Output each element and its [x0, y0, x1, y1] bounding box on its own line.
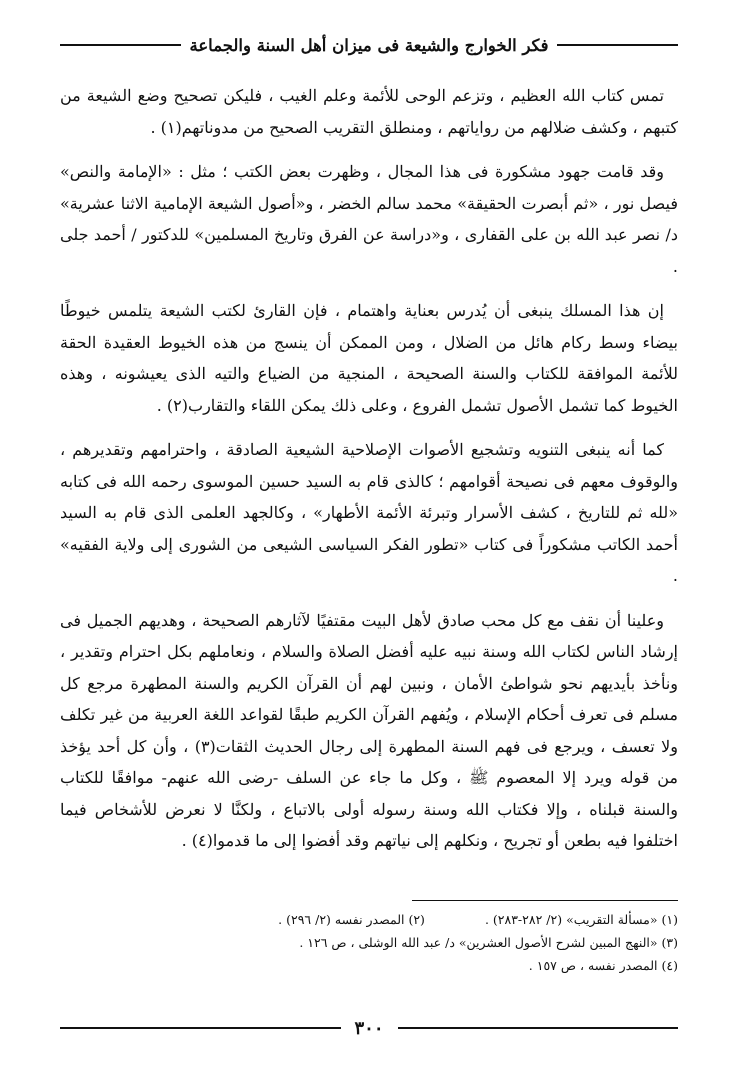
- footnote-1: (١) «مسألة التقريب» (٢/ ٢٨٢-٢٨٣) .: [484, 912, 678, 927]
- footnote-row: [60, 908, 678, 931]
- footnote-2: (٢) المصدر نفسه (٢/ ٢٩٦) .: [278, 912, 425, 927]
- running-header-title: فكر الخوارج والشيعة فى ميزان أهل السنة والجماعة: [189, 35, 549, 55]
- paragraph-5: وعلينا أن نقف مع كل محب صادق لأهل البيت مقتفيًا لآثارهم الصحيحة ، وهديهم الجميل فى إرشاد الناس لكتاب الله وسنة نبيه عليه أفضل الصلاة والسلام ، ونعاملهم بكل احترام وتقدير ، ونأخذ بأيديهم نحو شواطئ الأمان ، ونبين لهم أن القرآن الكريم والسنة المطهرة مرجع كل مسلم فى تعرف أحكام الإسلام ، ويُفهم القرآن الكريم طبقًا لقواعد اللغة العربية من غير تكلف ولا تعسف ، ويرجع فى فهم السنة المطهرة إلى رجال الحديث الثقات(٣) ، وأن كل أحد يؤخذ من قوله ويرد إلا المعصوم ﷺ ، وكل ما جاء عن السلف -رضى الله عنهم- موافقًا للكتاب والسنة قبلناه ، وإلا فكتاب الله وسنة رسوله أولى بالاتباع ، ولكنَّا لا نعرض للأشخاص فيما اختلفوا فيه بطعن أو تجريح ، ونكلهم إلى نياتهم وقد أفضوا إلى ما قدموا(٤) .: [60, 610, 678, 850]
- paragraph-4: كما أنه ينبغى التنويه وتشجيع الأصوات الإصلاحية الشيعية الصادقة ، واحترامهم وتقديرهم ، والوقوف معهم فى نصيحة أقوامهم ؛ كالذى قام به السيد حسين الموسوى رحمه الله فى كتابه «لله ثم للتاريخ ، كشف الأسرار وتبرئة الأئمة الأطهار» ، وكالجهد العلمى الذى قام به السيد أحمد الكاتب مشكوراً فى كتاب «تطور الفكر السياسى الشيعى من الشورى إلى ولاية الفقيه» .: [60, 440, 679, 585]
- main-text: [60, 80, 678, 870]
- paragraph-3: إن هذا المسلك ينبغى أن يُدرس بعناية واهتمام ، فإن القارئ لكتب الشيعة يتلمس خيوطًا بيضاء وسط ركام هائل من الضلال ، ومن الممكن أن ينسج من هذه الخيوط العقيدة الحقة للأئمة الموافقة للكتاب والسنة الصحيحة ، المنجية من الضياع والتيه الذى يعيشونه ، وهذه الخيوط كما تشمل الأصول تشمل الفروع ، وعلى ذلك يمكن اللقاء والتقارب(٢) .: [60, 301, 678, 415]
- book-page: [60, 28, 678, 1048]
- running-header: [60, 28, 678, 62]
- header-rule-right: [557, 44, 678, 46]
- page-footer: [60, 1013, 678, 1043]
- footnote-separator: [412, 900, 678, 901]
- paragraph-2: وقد قامت جهود مشكورة فى هذا المجال ، وظهرت بعض الكتب ؛ مثل : «الإمامة والنص» فيصل نور ، «ثم أبصرت الحقيقة» محمد سالم الخضر ، و«أصول الشيعة الإمامية الاثنا عشرية» د/ نصر عبد الله بن على القفارى ، و«دراسة عن الفرق وتاريخ المسلمين» للدكتور / أحمد جلى .: [60, 162, 678, 276]
- footnotes: [60, 908, 678, 977]
- footnote-3: (٣) «النهج المبين لشرح الأصول العشرين» د/ عبد الله الوشلى ، ص ١٢٦ .: [299, 935, 678, 950]
- paragraph-1: تمس كتاب الله العظيم ، وتزعم الوحى للأئمة وعلم الغيب ، فليكن تصحيح وضع الشيعة من كتبهم ، وكشف ضلالهم من رواياتهم ، ومنطلق التقريب الصحيح من مدوناتهم(١) .: [60, 86, 678, 137]
- footer-rule-left: [60, 1027, 341, 1029]
- footnote-4: (٤) المصدر نفسه ، ص ١٥٧ .: [528, 958, 678, 973]
- footer-rule-right: [398, 1027, 679, 1029]
- header-rule-left: [60, 44, 181, 46]
- page-number: ٣٠٠: [354, 1017, 384, 1039]
